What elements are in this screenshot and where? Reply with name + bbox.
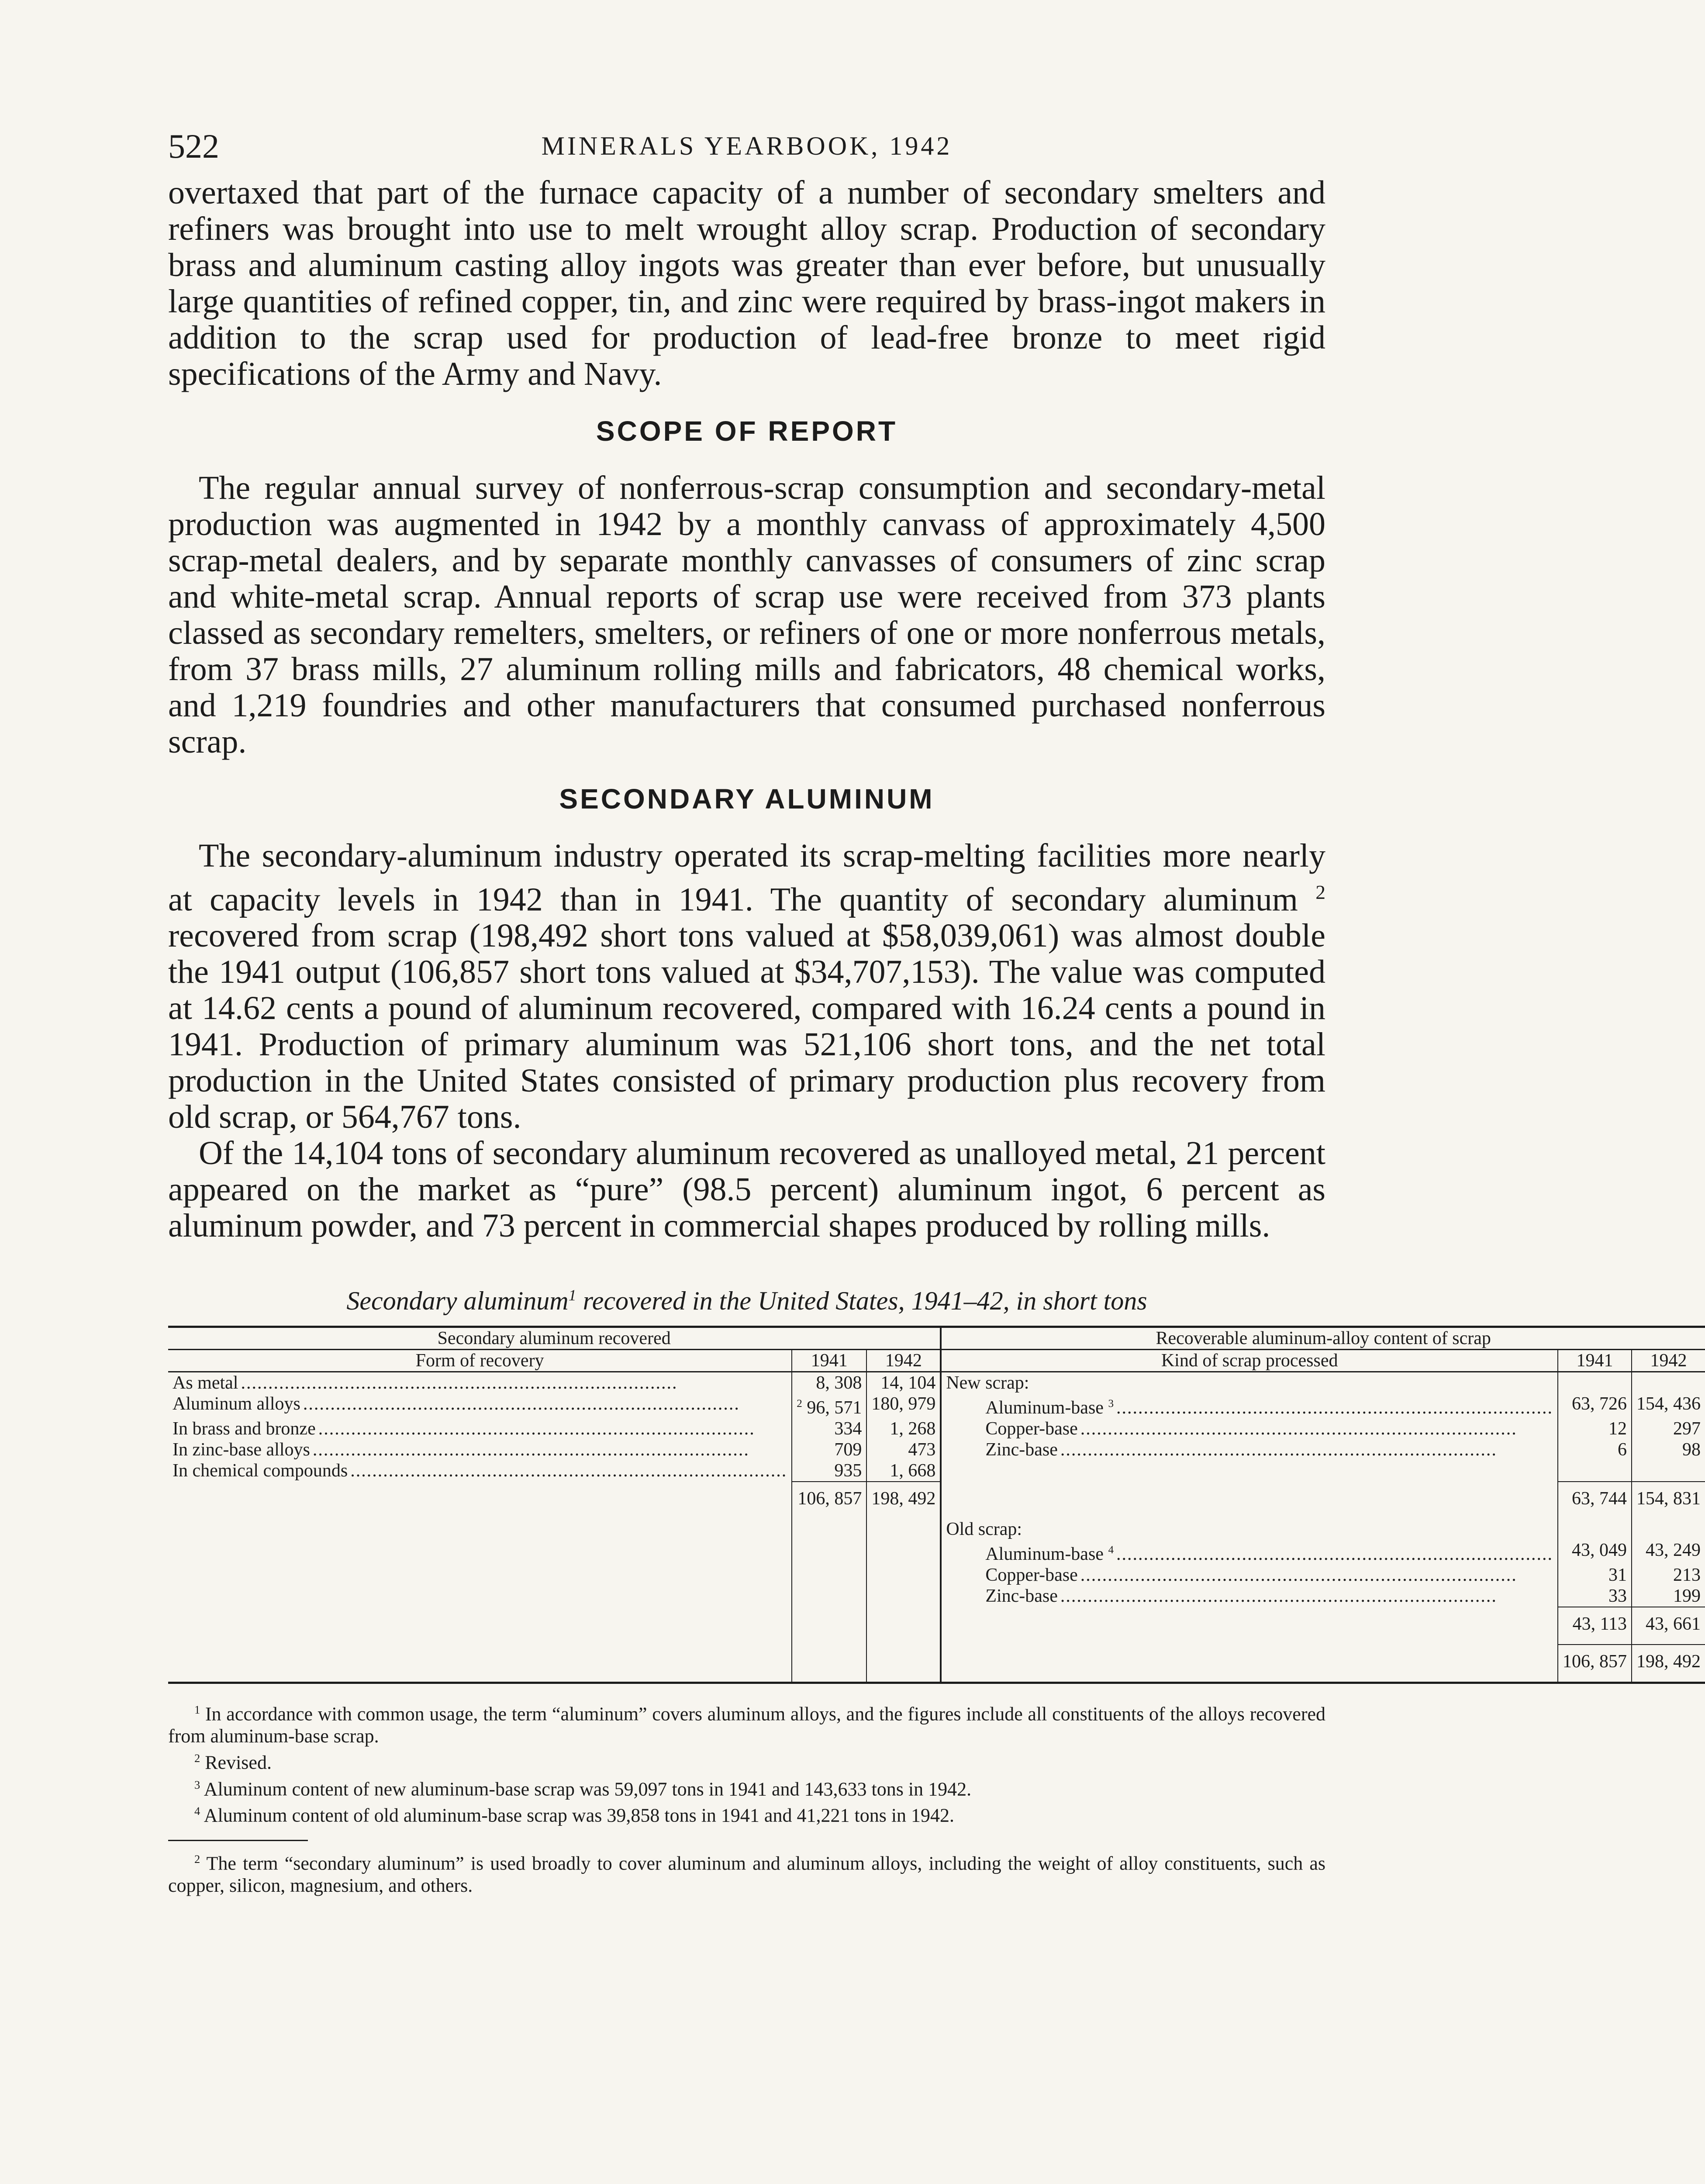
- cell-1941: 63, 726: [1558, 1393, 1632, 1418]
- subtotal-new-1941: 63, 744: [1558, 1482, 1632, 1519]
- spacer-cell: [941, 1645, 1558, 1683]
- cell-1941: 935: [792, 1460, 866, 1482]
- cell-1942: 43, 249: [1646, 1540, 1701, 1561]
- spacer-cell: [792, 1586, 866, 1607]
- cell-1942: 154, 436: [1636, 1394, 1701, 1414]
- footnote: $^3$ Aluminum content of new aluminum-base scrap was 59,097 tons in 1941 and 143,633 tons in 1942.: [194, 1778, 972, 1800]
- paragraph-text: recovered from scrap (198,492 short tons valued at $58,039,061) was almost double the 1941 output (106,857 short tons valued at $34,707,153). The value was computed at 14.62 cents a pound of aluminum recovered, compared with 16.24 cents a pound in 1941. Production of primary aluminum was 521,106 short tons, and the net total production in the United States consisted of primary production plus recovery from old scrap, or 564,767 tons.: [168, 917, 1325, 1136]
- column-header-1942: 1942: [866, 1350, 941, 1372]
- footnote-reference: 3: [1108, 1398, 1114, 1410]
- footnote-reference: 2: [1315, 881, 1325, 903]
- cell-1942: 98: [1682, 1440, 1701, 1460]
- table-column-header-row: [168, 1350, 1705, 1372]
- page-number: 522: [168, 127, 219, 165]
- cell-1942: 14, 104: [866, 1372, 941, 1394]
- table-group-header-row: [168, 1327, 1705, 1350]
- table-row: [168, 1540, 1705, 1565]
- cell-1942: 297: [1673, 1419, 1701, 1439]
- cell-1941: 33: [1558, 1586, 1632, 1607]
- grand-total-1942: 198, 492: [1632, 1645, 1705, 1683]
- cell-1941: 709: [792, 1439, 866, 1460]
- spacer-cell: [866, 1519, 941, 1540]
- spacer-cell: [168, 1519, 792, 1540]
- spacer-cell: [941, 1460, 1558, 1482]
- total-1941: 106, 857: [792, 1482, 866, 1519]
- caption-text: recovered in the United States, 1941–42, in short tons: [583, 1286, 1147, 1316]
- table-row: [168, 1519, 1705, 1540]
- spacer-cell: [866, 1540, 941, 1565]
- spacer-cell: [1558, 1519, 1632, 1540]
- scope-paragraph: The regular annual survey of nonferrous-scrap consumption and secondary-metal production was augmented in 1942 by a monthly canvass of approximately 4,500 scrap-metal dealers, and by separate monthly canvasses of consumers of zinc scrap and white-metal scrap. Annual reports of scrap use were received from 373 plants classed as secondary remelters, smelters, or refiners of one or more nonferrous metals, from 37 brass mills, 27 aluminum rolling mills and fabricators, 48 chemical works, and 1,219 foundries and other manufacturers that consumed purchased nonferrous scrap.: [168, 470, 1325, 760]
- cell-1941: 43, 049: [1558, 1540, 1632, 1565]
- subtotal-old-1941: 43, 113: [1558, 1607, 1632, 1645]
- row-label: In zinc-base alloys .....: [168, 1439, 792, 1460]
- table-row: [168, 1565, 1705, 1586]
- spacer-cell: [941, 1607, 1558, 1645]
- table-footnotes: [168, 1699, 1325, 1896]
- spacer-cell: [792, 1519, 866, 1540]
- secondary-aluminum-paragraph-2: Of the 14,104 tons of secondary aluminum recovered as unalloyed metal, 21 percent appeared on the market as “pure” (98.5 percent) aluminum ingot, 6 percent as aluminum powder, and 73 percent in commercial shapes produced by rolling mills.: [168, 1135, 1325, 1244]
- spacer-cell: [792, 1540, 866, 1565]
- row-label: Copper-base .....: [941, 1418, 1558, 1439]
- spacer-cell: [792, 1607, 866, 1645]
- row-label: In brass and bronze .....: [168, 1418, 792, 1439]
- footnote: $^2$ Revised.: [194, 1751, 272, 1773]
- table-row: [168, 1439, 1705, 1460]
- table-row: [168, 1460, 1705, 1482]
- cell-1942: 180, 979: [866, 1393, 941, 1418]
- spacer-cell: [168, 1565, 792, 1586]
- spacer-cell: [866, 1586, 941, 1607]
- spacer-cell: [1632, 1460, 1705, 1482]
- group-header-secondary-recovered: Secondary aluminum recovered: [168, 1327, 941, 1350]
- spacer-cell: [168, 1482, 792, 1519]
- running-head: [168, 127, 1325, 175]
- cell-1942: 1, 668: [866, 1460, 941, 1482]
- spacer-cell: [866, 1645, 941, 1683]
- column-header-1941: 1941: [792, 1350, 866, 1372]
- grand-total-1941: 106, 857: [1558, 1645, 1632, 1683]
- row-label: Zinc-base .....: [941, 1439, 1558, 1460]
- spacer-cell: [792, 1645, 866, 1683]
- spacer-cell: [1558, 1460, 1632, 1482]
- cell-1942: 473: [866, 1439, 941, 1460]
- body-text: [168, 175, 1325, 1244]
- row-label: Aluminum alloys .....: [168, 1393, 792, 1418]
- cell-1941: 8, 308: [792, 1372, 866, 1394]
- row-label: As metal .....: [168, 1372, 792, 1394]
- paragraph-text: The secondary-aluminum industry operated its scrap-melting facilities more nearly at capacity levels in 1942 than in 1941. The quantity of secondary aluminum: [168, 837, 1325, 918]
- group-header-recoverable-content: Recoverable aluminum-alloy content of scrap: [941, 1327, 1705, 1350]
- table-grand-total-row: [168, 1645, 1705, 1683]
- scope-heading: SCOPE OF REPORT: [596, 415, 898, 447]
- cell-1941: 334: [792, 1418, 866, 1439]
- secondary-aluminum-paragraph-1: [168, 838, 1325, 1135]
- row-label: In chemical compounds .....: [168, 1460, 792, 1482]
- cell-1942: 199: [1673, 1586, 1701, 1607]
- spacer-cell: [792, 1565, 866, 1586]
- running-title: MINERALS YEARBOOK, 1942: [541, 131, 953, 160]
- spacer-cell: [168, 1586, 792, 1607]
- secondary-aluminum-heading: SECONDARY ALUMINUM: [559, 783, 935, 815]
- row-label: New scrap:: [941, 1372, 1558, 1394]
- cell-1942: [1632, 1372, 1705, 1394]
- row-label: Copper-base .....: [941, 1565, 1558, 1586]
- cell-1941: $^2$ 96, 571: [792, 1393, 866, 1418]
- footnote-divider: [168, 1840, 308, 1841]
- cell-1942: 1, 268: [866, 1418, 941, 1439]
- intro-paragraph: overtaxed that part of the furnace capacity of a number of secondary smelters and refiners was brought into use to melt wrought alloy scrap. Production of secondary brass and aluminum casting alloy ingots was greater than ever before, but unusually large quantities of refined copper, tin, and zinc were required by brass-ingot makers in addition to the scrap used for production of lead-free bronze to meet rigid specifications of the Army and Navy.: [168, 174, 1325, 392]
- spacer-cell: [1632, 1519, 1705, 1540]
- spacer-cell: [941, 1482, 1558, 1519]
- cell-1942: 213: [1673, 1565, 1701, 1586]
- subtotal-new-1942: 154, 831: [1632, 1482, 1705, 1519]
- secondary-aluminum-table: [168, 1326, 1705, 1684]
- column-header-kind: Kind of scrap processed: [941, 1350, 1558, 1372]
- table-total-row: [168, 1482, 1705, 1519]
- footnote-reference: 2: [797, 1398, 802, 1410]
- table-row: [168, 1418, 1705, 1439]
- table-total-row: [168, 1607, 1705, 1645]
- column-header-form: Form of recovery: [168, 1350, 792, 1372]
- row-label: Aluminum-base $^4$ .....: [941, 1540, 1558, 1565]
- subtotal-old-1942: 43, 661: [1632, 1607, 1705, 1645]
- table-row: [168, 1586, 1705, 1607]
- row-label: Old scrap:: [941, 1519, 1558, 1540]
- table-row: [168, 1393, 1705, 1418]
- page: [168, 127, 1701, 1897]
- cell-1941: 12: [1558, 1418, 1632, 1439]
- table-row: [168, 1372, 1705, 1394]
- footnote-reference: 1: [568, 1286, 576, 1304]
- footnote-reference: 4: [1108, 1544, 1114, 1556]
- table-caption: [168, 1286, 1325, 1316]
- cell-1941: 6: [1558, 1439, 1632, 1460]
- page-footnote: $^2$ The term “secondary aluminum” is used broadly to cover aluminum and aluminum alloys, including the weight of alloy constituents, such as copper, silicon, magnesium, and others.: [168, 1852, 1325, 1896]
- spacer-cell: [866, 1565, 941, 1586]
- column-header-1942: 1942: [1632, 1350, 1705, 1372]
- spacer-cell: [866, 1607, 941, 1645]
- cell-1941: [1558, 1372, 1632, 1394]
- row-label: Aluminum-base $^3$ .....: [941, 1393, 1558, 1418]
- cell-1941: 31: [1558, 1565, 1632, 1586]
- caption-text: Secondary aluminum: [346, 1286, 569, 1316]
- footnote: $^1$ In accordance with common usage, the term “aluminum” covers aluminum alloys, and the figures include all constituents of the alloys recovered from aluminum-base scrap.: [168, 1703, 1326, 1747]
- spacer-cell: [168, 1607, 792, 1645]
- row-label: Zinc-base .....: [941, 1586, 1558, 1607]
- spacer-cell: [168, 1645, 792, 1683]
- column-header-1941: 1941: [1558, 1350, 1632, 1372]
- spacer-cell: [168, 1540, 792, 1565]
- footnote: $^4$ Aluminum content of old aluminum-base scrap was 39,858 tons in 1941 and 41,221 tons in 1942.: [194, 1804, 955, 1826]
- total-1942: 198, 492: [866, 1482, 941, 1519]
